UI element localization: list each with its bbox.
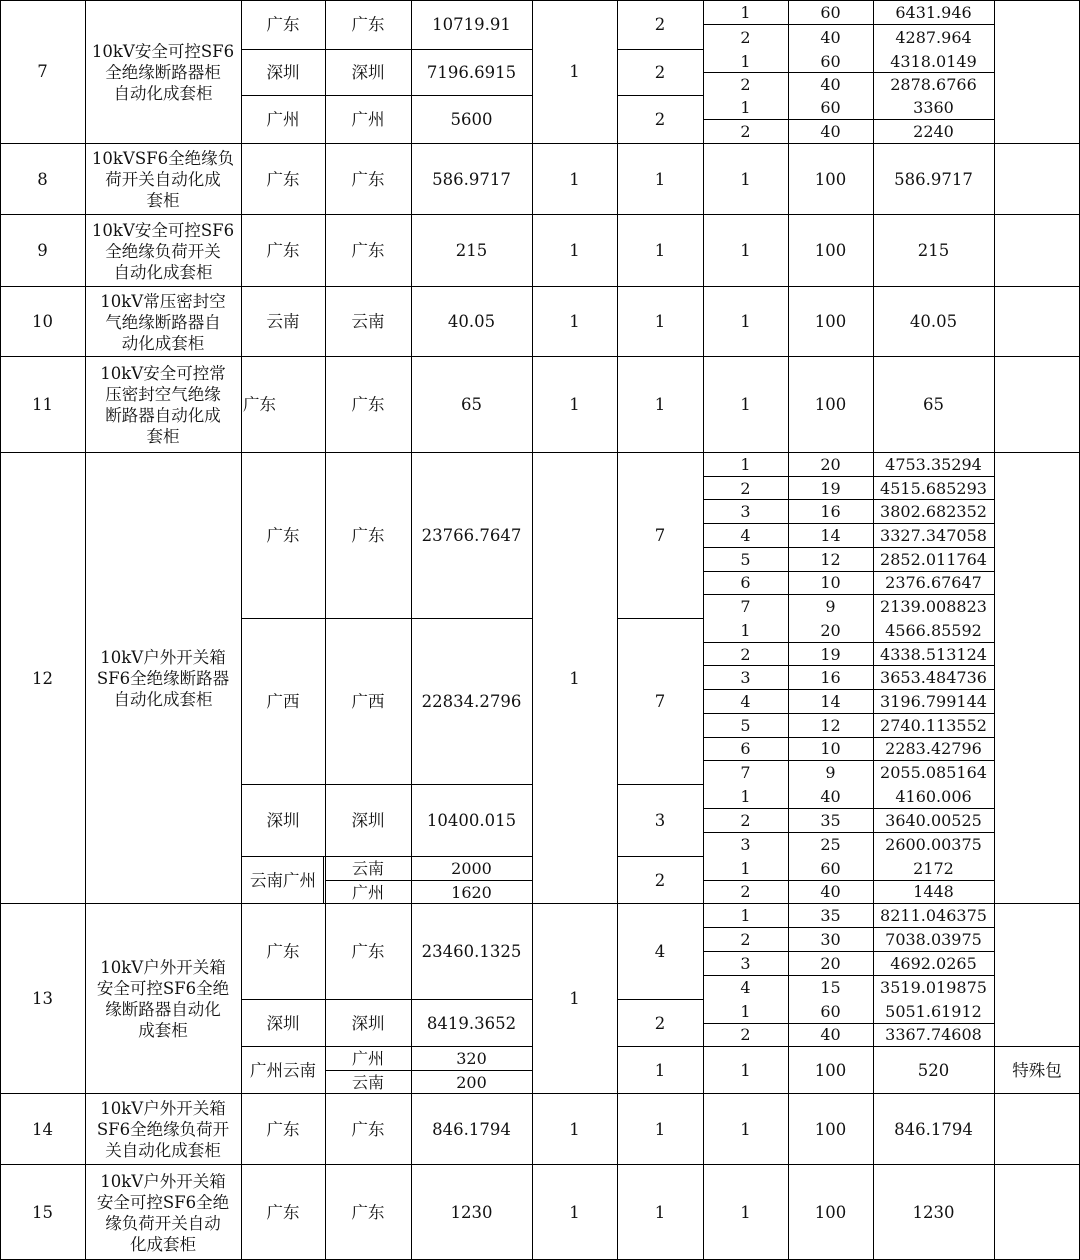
- row-15-amount: 1230: [450, 1202, 493, 1222]
- row-12-allocated-amount: 4338.513124: [880, 644, 987, 664]
- row-12-rank: 6: [740, 739, 751, 759]
- row-8-rank: 1: [740, 169, 751, 189]
- row-12-share: 14: [820, 691, 841, 711]
- row-13-allocated-amount: 3519.019875: [880, 978, 987, 997]
- row-7-region: 广东: [266, 15, 300, 34]
- row-13-sub-region: 广州: [351, 1049, 384, 1068]
- row-8-product-name: 10kVSF6全绝缘负 荷开关自动化成 套柜: [91, 149, 235, 210]
- grid-line: [703, 119, 994, 120]
- grid-line: [241, 856, 532, 857]
- grid-line: [325, 880, 532, 881]
- row-11-number: 11: [32, 395, 53, 414]
- row-13-bid-count: 1: [654, 1060, 666, 1080]
- row-12-bid-count: 2: [654, 870, 666, 890]
- row-13-region: 广东: [266, 942, 300, 961]
- row-12-rank: 2: [740, 478, 751, 498]
- grid-line: [0, 286, 1080, 287]
- row-12-share: 35: [820, 811, 841, 830]
- row-12-allocated-amount: 2600.00375: [885, 835, 982, 854]
- row-7-bid-count: 2: [654, 110, 666, 129]
- row-12-rank: 4: [740, 691, 751, 711]
- row-13-sub-region: 深圳: [351, 1013, 385, 1033]
- row-12-allocated-amount: 2376.67647: [885, 573, 982, 593]
- grid-line: [703, 72, 994, 73]
- row-7-share: 40: [820, 74, 841, 94]
- row-13-amount: 320: [456, 1049, 487, 1068]
- row-11-package-count: 1: [569, 395, 580, 414]
- grid-line: [703, 880, 994, 881]
- row-12-region: 广东: [266, 526, 300, 545]
- grid-line: [0, 1093, 1080, 1094]
- row-9-rank: 1: [740, 241, 751, 260]
- row-13-bid-count: 2: [654, 1013, 666, 1033]
- row-14-amount: 846.1794: [432, 1119, 511, 1139]
- row-15-bid-count: 1: [654, 1202, 666, 1222]
- row-12-rank: 3: [740, 835, 751, 854]
- row-11-allocated-amount: 65: [923, 395, 944, 414]
- row-7-allocated-amount: 2878.6766: [890, 74, 977, 94]
- row-11-sub-region: 广东: [351, 395, 385, 414]
- grid-line: [241, 618, 532, 619]
- row-13-share: 100: [814, 1060, 847, 1080]
- row-9-sub-region: 广东: [351, 241, 385, 260]
- row-12-amount: 10400.015: [426, 811, 517, 830]
- row-10-share: 100: [814, 312, 847, 331]
- row-7-sub-region: 深圳: [351, 63, 385, 82]
- row-8-number: 8: [37, 169, 48, 189]
- grid-line: [703, 951, 994, 952]
- grid-line: [703, 713, 994, 714]
- row-12-share: 20: [820, 620, 841, 640]
- row-12-rank: 1: [740, 858, 751, 878]
- row-10-amount: 40.05: [447, 312, 496, 331]
- grid-line: [703, 808, 994, 809]
- grid-line: [325, 1070, 532, 1071]
- row-12-amount: 23766.7647: [421, 526, 522, 545]
- row-13-allocated-amount: 7038.03975: [885, 930, 982, 949]
- row-8-sub-region: 广东: [351, 169, 385, 189]
- row-13-sub-region: 云南: [351, 1072, 384, 1092]
- row-12-allocated-amount: 4515.685293: [880, 478, 987, 498]
- row-12-rank: 5: [740, 715, 751, 735]
- row-7-region: 深圳: [266, 63, 300, 82]
- row-12-bid-count: 3: [654, 811, 666, 830]
- grid-line: [617, 95, 703, 96]
- row-7-share: 60: [820, 2, 841, 22]
- row-7-bid-count: 2: [654, 15, 666, 34]
- row-13-rank: 1: [740, 906, 751, 925]
- row-14-region: 广东: [266, 1119, 300, 1139]
- grid-line: [703, 571, 994, 572]
- row-8-region: 广东: [266, 169, 300, 189]
- row-7-allocated-amount: 6431.946: [895, 2, 972, 22]
- row-12-rank: 1: [740, 787, 751, 806]
- grid-line: [703, 737, 994, 738]
- row-13-rank: 4: [740, 978, 751, 997]
- grid-line: [617, 49, 703, 50]
- row-7-rank: 2: [740, 74, 751, 94]
- row-15-rank: 1: [740, 1202, 751, 1222]
- grid-line: [241, 95, 532, 96]
- grid-line: [703, 476, 994, 477]
- row-12-sub-region: 深圳: [351, 811, 385, 830]
- row-7-allocated-amount: 4318.0149: [890, 51, 977, 71]
- row-9-package-count: 1: [569, 241, 580, 260]
- row-13-rank: 1: [740, 1001, 751, 1021]
- row-15-product-name: 10kV户外开关箱 安全可控SF6全绝 缘负荷开关自动 化成套柜: [96, 1171, 230, 1254]
- row-12-share: 20: [820, 454, 841, 474]
- row-12-share: 12: [820, 715, 841, 735]
- row-12-allocated-amount: 4160.006: [895, 787, 972, 806]
- row-12-rank: 4: [740, 525, 751, 545]
- row-8-package-count: 1: [569, 169, 580, 189]
- row-12-rank: 2: [740, 644, 751, 664]
- grid-line: [0, 1164, 1080, 1165]
- row-7-share: 40: [820, 27, 841, 47]
- row-12-share: 40: [820, 882, 841, 902]
- row-12-allocated-amount: 1448: [913, 882, 954, 902]
- row-12-region: 云南广州: [250, 870, 316, 890]
- grid-line: [703, 927, 994, 928]
- row-10-package-count: 1: [569, 312, 580, 331]
- row-7-rank: 2: [740, 122, 751, 141]
- row-12-share: 60: [820, 858, 841, 878]
- row-11-region: 广东: [243, 395, 276, 414]
- grid-line: [617, 784, 703, 785]
- row-8-amount: 586.9717: [432, 169, 511, 189]
- grid-line: [85, 0, 86, 1260]
- row-8-share: 100: [814, 169, 847, 189]
- row-12-allocated-amount: 4566.85592: [885, 620, 982, 640]
- row-13-allocated-amount: 5051.61912: [885, 1001, 982, 1021]
- row-12-allocated-amount: 2139.008823: [880, 597, 987, 617]
- row-7-amount: 7196.6915: [426, 63, 517, 82]
- row-13-region: 深圳: [266, 1013, 300, 1033]
- row-12-region: 深圳: [266, 811, 300, 830]
- row-12-share: 16: [820, 502, 841, 522]
- row-7-share: 60: [820, 51, 841, 71]
- row-9-share: 100: [814, 241, 847, 260]
- row-15-sub-region: 广东: [351, 1202, 385, 1222]
- row-12-allocated-amount: 2172: [913, 858, 954, 878]
- row-7-amount: 10719.91: [432, 15, 511, 34]
- row-12-allocated-amount: 3653.484736: [880, 668, 987, 688]
- row-12-rank: 1: [740, 620, 751, 640]
- row-10-sub-region: 云南: [351, 312, 385, 331]
- row-13-allocated-amount: 3367.74608: [885, 1025, 982, 1045]
- row-12-share: 9: [825, 763, 836, 783]
- row-14-share: 100: [814, 1119, 847, 1139]
- row-13-share: 15: [820, 978, 841, 997]
- grid-line: [703, 642, 994, 643]
- grid-line: [532, 0, 533, 1260]
- grid-line: [0, 356, 1080, 357]
- row-11-share: 100: [814, 395, 847, 414]
- grid-line: [703, 1023, 994, 1024]
- row-14-product-name: 10kV户外开关箱 SF6全绝缘负荷开 关自动化成套柜: [96, 1099, 230, 1160]
- grid-line: [617, 618, 703, 619]
- row-14-sub-region: 广东: [351, 1119, 385, 1139]
- row-10-bid-count: 1: [654, 312, 666, 331]
- row-12-share: 9: [825, 597, 836, 617]
- row-12-allocated-amount: 2055.085164: [880, 763, 987, 783]
- row-12-share: 16: [820, 668, 841, 688]
- row-12-allocated-amount: 2283.42796: [885, 739, 982, 759]
- row-12-rank: 3: [740, 502, 751, 522]
- row-13-region: 广州云南: [250, 1060, 316, 1080]
- grid-line: [241, 1046, 532, 1047]
- row-12-sub-region: 广州: [351, 882, 384, 902]
- row-12-rank: 5: [740, 549, 751, 569]
- grid-line: [0, 0, 1, 1260]
- row-13-rank: 3: [740, 954, 751, 973]
- grid-line: [325, 0, 326, 1260]
- row-7-rank: 1: [740, 51, 751, 71]
- row-13-sub-region: 广东: [351, 942, 385, 961]
- row-12-number: 12: [32, 668, 53, 688]
- row-12-amount: 1620: [451, 882, 492, 902]
- row-15-allocated-amount: 1230: [912, 1202, 955, 1222]
- grid-line: [703, 832, 994, 833]
- grid-line: [241, 999, 532, 1000]
- row-8-bid-count: 1: [654, 169, 666, 189]
- row-11-amount: 65: [461, 395, 482, 414]
- row-7-share: 40: [820, 122, 841, 141]
- row-9-product-name: 10kV安全可控SF6 全绝缘负荷开关 自动化成套柜: [91, 220, 235, 282]
- row-10-allocated-amount: 40.05: [909, 312, 958, 331]
- row-13-share: 20: [820, 954, 841, 973]
- row-7-bid-count: 2: [654, 63, 666, 82]
- row-7-rank: 1: [740, 2, 751, 22]
- row-12-sub-region: 广西: [351, 692, 385, 711]
- row-7-allocated-amount: 2240: [913, 122, 954, 141]
- row-13-allocated-amount: 4692.0265: [890, 954, 977, 973]
- row-15-package-count: 1: [569, 1202, 580, 1222]
- row-7-rank: 1: [740, 98, 751, 117]
- grid-line: [241, 784, 532, 785]
- grid-line: [617, 0, 618, 1260]
- grid-line: [703, 665, 994, 666]
- row-12-allocated-amount: 3327.347058: [880, 525, 987, 545]
- grid-line: [241, 0, 242, 1260]
- grid-line: [703, 760, 994, 761]
- row-10-product-name: 10kV常压密封空 气绝缘断路器自 动化成套柜: [100, 291, 226, 353]
- row-13-allocated-amount: 8211.046375: [880, 906, 987, 925]
- row-12-rank: 2: [740, 811, 751, 830]
- grid-line: [0, 214, 1080, 215]
- row-9-region: 广东: [266, 241, 300, 260]
- row-12-share: 25: [820, 835, 841, 854]
- row-12-region: 广西: [266, 692, 300, 711]
- grid-line: [241, 49, 532, 50]
- row-12-allocated-amount: 4753.35294: [885, 454, 982, 474]
- row-12-allocated-amount: 3640.00525: [885, 811, 982, 830]
- row-12-rank: 1: [740, 454, 751, 474]
- row-13-rank: 2: [740, 930, 751, 949]
- row-13-share: 40: [820, 1025, 841, 1045]
- row-15-number: 15: [32, 1202, 53, 1222]
- row-12-share: 14: [820, 525, 841, 545]
- row-13-share: 60: [820, 1001, 841, 1021]
- row-12-sub-region: 广东: [351, 526, 385, 545]
- row-14-bid-count: 1: [654, 1119, 666, 1139]
- row-12-share: 40: [820, 787, 841, 806]
- row-14-allocated-amount: 846.1794: [894, 1119, 973, 1139]
- row-9-bid-count: 1: [654, 241, 666, 260]
- grid-line: [703, 523, 994, 524]
- row-13-amount: 8419.3652: [426, 1013, 517, 1033]
- row-10-rank: 1: [740, 312, 751, 331]
- row-12-rank: 7: [740, 597, 751, 617]
- grid-line: [617, 999, 703, 1000]
- grid-line: [994, 0, 995, 1260]
- row-13-bid-count: 4: [654, 942, 666, 961]
- row-13-share: 30: [820, 930, 841, 949]
- row-14-number: 14: [32, 1119, 53, 1139]
- row-12-allocated-amount: 3802.682352: [880, 502, 987, 522]
- row-13-share: 35: [820, 906, 841, 925]
- row-13-product-name: 10kV户外开关箱 安全可控SF6全绝 缘断路器自动化 成套柜: [96, 958, 230, 1040]
- row-15-share: 100: [814, 1202, 847, 1222]
- row-13-amount: 23460.1325: [421, 942, 522, 961]
- grid-line: [703, 975, 994, 976]
- row-12-bid-count: 7: [654, 526, 666, 545]
- row-7-number: 7: [37, 62, 48, 81]
- row-11-product-name: 10kV安全可控常 压密封空气绝缘 断路器自动化成 套柜: [100, 364, 226, 446]
- row-7-package-count: 1: [569, 62, 580, 81]
- grid-line: [617, 856, 703, 857]
- row-13-package-count: 1: [569, 989, 580, 1008]
- row-13-number: 13: [32, 989, 53, 1008]
- grid-line: [323, 857, 324, 904]
- row-14-rank: 1: [740, 1119, 751, 1139]
- row-7-sub-region: 广东: [351, 15, 385, 34]
- row-12-share: 10: [820, 739, 841, 759]
- row-12-share: 19: [820, 478, 841, 498]
- row-12-rank: 3: [740, 668, 751, 688]
- row-11-rank: 1: [740, 395, 751, 414]
- row-15-region: 广东: [266, 1202, 300, 1222]
- row-9-allocated-amount: 215: [917, 241, 950, 260]
- row-7-share: 60: [820, 98, 841, 117]
- row-7-amount: 5600: [450, 110, 493, 129]
- row-9-number: 9: [37, 241, 48, 260]
- row-10-region: 云南: [266, 312, 300, 331]
- row-12-amount: 2000: [451, 859, 492, 878]
- row-13-amount: 200: [456, 1072, 487, 1092]
- row-12-amount: 22834.2796: [421, 692, 522, 711]
- row-10-number: 10: [32, 312, 53, 331]
- row-12-rank: 7: [740, 763, 751, 783]
- row-13-note: 特殊包: [1012, 1060, 1062, 1080]
- row-13-rank: 1: [740, 1060, 751, 1080]
- row-12-share: 19: [820, 644, 841, 664]
- row-8-allocated-amount: 586.9717: [894, 169, 973, 189]
- row-12-share: 12: [820, 549, 841, 569]
- grid-line: [411, 0, 412, 1260]
- grid-line: [703, 547, 994, 548]
- row-12-allocated-amount: 2740.113552: [880, 715, 987, 735]
- row-13-rank: 2: [740, 1025, 751, 1045]
- row-7-region: 广州: [266, 110, 300, 129]
- row-7-sub-region: 广州: [351, 110, 385, 129]
- row-7-allocated-amount: 3360: [913, 98, 954, 117]
- grid-line: [703, 24, 994, 25]
- row-12-product-name: 10kV户外开关箱 SF6全绝缘断路器 自动化成套柜: [96, 648, 230, 709]
- row-12-rank: 2: [740, 882, 751, 902]
- grid-line: [703, 689, 994, 690]
- row-12-rank: 6: [740, 573, 751, 593]
- row-7-rank: 2: [740, 27, 751, 47]
- row-12-package-count: 1: [569, 668, 580, 688]
- row-12-bid-count: 7: [654, 692, 666, 711]
- row-14-package-count: 1: [569, 1119, 580, 1139]
- row-9-amount: 215: [455, 241, 488, 260]
- row-11-bid-count: 1: [654, 395, 666, 414]
- row-12-allocated-amount: 2852.011764: [880, 549, 987, 569]
- row-7-allocated-amount: 4287.964: [895, 27, 972, 47]
- row-13-allocated-amount: 520: [917, 1060, 950, 1080]
- row-12-share: 10: [820, 573, 841, 593]
- row-12-allocated-amount: 3196.799144: [880, 691, 987, 711]
- grid-line: [703, 499, 994, 500]
- row-7-product-name: 10kV安全可控SF6 全绝缘断路器柜 自动化成套柜: [91, 41, 235, 103]
- grid-line: [703, 594, 994, 595]
- row-12-sub-region: 云南: [351, 859, 384, 878]
